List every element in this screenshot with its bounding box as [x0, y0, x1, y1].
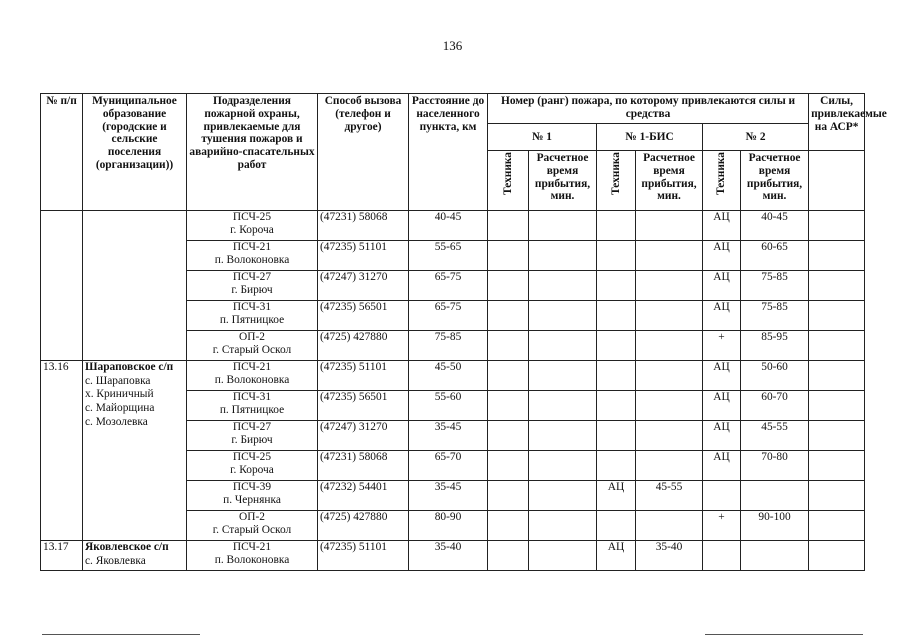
row-number-cell — [41, 211, 83, 361]
rank-2-tech-cell: АЦ — [703, 451, 741, 481]
municipality-cell — [83, 211, 187, 361]
unit-location: п. Чернянка — [223, 493, 281, 506]
rank-2-tech-cell: + — [703, 511, 741, 541]
distance-cell: 40-45 — [409, 211, 488, 241]
unit-name: ПСЧ-31 — [232, 391, 272, 403]
header-arrival-rank-1-bis: Расчетное время прибытия, мин. — [636, 151, 703, 211]
asr-cell — [809, 241, 865, 271]
call-method-cell: (4725) 427880 — [318, 331, 409, 361]
header-distance: Расстояние до населенного пункта, км — [409, 94, 488, 211]
unit-cell — [187, 271, 318, 301]
settlement-name: с. Майорщина — [85, 402, 155, 415]
unit-cell — [187, 511, 318, 541]
rank-1-tech-cell — [488, 361, 529, 391]
rank-2-tech-cell: АЦ — [703, 241, 741, 271]
rank-1-bis-time-cell — [636, 391, 703, 421]
asr-cell — [809, 481, 865, 511]
rank-1-tech-cell — [488, 271, 529, 301]
unit-name: ПСЧ-21 — [232, 361, 272, 373]
rank-1-bis-time-cell — [636, 241, 703, 271]
rank-2-time-cell: 90-100 — [741, 511, 809, 541]
page-bottom-line-left — [42, 634, 200, 635]
unit-cell — [187, 451, 318, 481]
header-rank-2: № 2 — [703, 124, 809, 151]
unit-name: ПСЧ-27 — [232, 421, 272, 433]
rank-1-bis-tech-cell — [597, 511, 636, 541]
call-method-cell: (47231) 58068 — [318, 451, 409, 481]
unit-name: ОП-2 — [239, 331, 265, 343]
rank-1-bis-tech-cell: АЦ — [597, 541, 636, 571]
asr-cell — [809, 391, 865, 421]
rank-1-tech-cell — [488, 301, 529, 331]
table-row — [41, 361, 865, 391]
rank-1-bis-time-cell: 45-55 — [636, 481, 703, 511]
rank-1-bis-tech-cell — [597, 241, 636, 271]
rank-1-time-cell — [529, 541, 597, 571]
distance-cell: 55-65 — [409, 241, 488, 271]
distance-cell: 80-90 — [409, 511, 488, 541]
rank-2-time-cell — [741, 481, 809, 511]
rank-1-bis-tech-cell: АЦ — [597, 481, 636, 511]
distance-cell: 65-75 — [409, 271, 488, 301]
header-call-method: Способ вызова (телефон и другое) — [318, 94, 409, 211]
header-tech-rank-2: Техника — [703, 151, 741, 211]
header-fire-rank: Номер (ранг) пожара, по которому привлекаются силы и средства — [488, 94, 809, 124]
unit-name: ПСЧ-25 — [232, 451, 272, 463]
rank-1-tech-cell — [488, 241, 529, 271]
rank-1-tech-cell — [488, 451, 529, 481]
distance-cell: 75-85 — [409, 331, 488, 361]
rank-2-tech-cell: АЦ — [703, 421, 741, 451]
row-number-cell: 13.17 — [41, 541, 83, 571]
rank-2-tech-cell: АЦ — [703, 361, 741, 391]
header-tech-rank-1: Техника — [488, 151, 529, 211]
row-number-cell: 13.16 — [41, 361, 83, 541]
rank-2-tech-cell: АЦ — [703, 391, 741, 421]
unit-name: ПСЧ-27 — [232, 271, 272, 283]
unit-cell — [187, 391, 318, 421]
asr-cell — [809, 421, 865, 451]
table-row — [41, 211, 865, 241]
rank-1-time-cell — [529, 451, 597, 481]
rank-1-bis-tech-cell — [597, 301, 636, 331]
call-method-cell: (47235) 56501 — [318, 301, 409, 331]
distance-cell: 35-45 — [409, 481, 488, 511]
rank-1-time-cell — [529, 301, 597, 331]
rank-1-time-cell — [529, 271, 597, 301]
rank-1-tech-cell — [488, 331, 529, 361]
rank-2-time-cell: 60-65 — [741, 241, 809, 271]
rank-1-bis-tech-cell — [597, 361, 636, 391]
distance-cell: 55-60 — [409, 391, 488, 421]
rank-2-time-cell: 75-85 — [741, 301, 809, 331]
unit-name: ПСЧ-39 — [232, 481, 272, 493]
call-method-cell: (47235) 51101 — [318, 361, 409, 391]
call-method-cell: (47232) 54401 — [318, 481, 409, 511]
municipality-cell — [83, 361, 187, 541]
distance-cell: 35-40 — [409, 541, 488, 571]
unit-cell — [187, 361, 318, 391]
municipality-cell — [83, 541, 187, 571]
asr-cell — [809, 511, 865, 541]
rank-1-bis-time-cell — [636, 421, 703, 451]
unit-cell — [187, 241, 318, 271]
unit-cell — [187, 541, 318, 571]
rank-1-time-cell — [529, 511, 597, 541]
distance-cell: 65-70 — [409, 451, 488, 481]
asr-cell — [809, 541, 865, 571]
rank-2-time-cell — [741, 541, 809, 571]
asr-cell — [809, 361, 865, 391]
rank-1-tech-cell — [488, 541, 529, 571]
unit-cell — [187, 211, 318, 241]
rank-1-bis-time-cell — [636, 451, 703, 481]
header-asr-empty — [809, 151, 865, 211]
unit-location: г. Бирюч — [231, 283, 273, 296]
rank-1-bis-time-cell — [636, 331, 703, 361]
rank-2-time-cell: 85-95 — [741, 331, 809, 361]
settlement-name: с. Мозолевка — [85, 415, 148, 428]
unit-name: ПСЧ-21 — [232, 241, 272, 253]
unit-location: г. Старый Оскол — [212, 343, 292, 356]
rank-1-bis-time-cell — [636, 271, 703, 301]
call-method-cell: (47235) 56501 — [318, 391, 409, 421]
rank-2-time-cell: 45-55 — [741, 421, 809, 451]
rank-1-time-cell — [529, 481, 597, 511]
rank-1-time-cell — [529, 421, 597, 451]
rank-1-bis-tech-cell — [597, 421, 636, 451]
rank-1-tech-cell — [488, 421, 529, 451]
call-method-cell: (4725) 427880 — [318, 511, 409, 541]
unit-name: ПСЧ-25 — [232, 211, 272, 223]
header-arrival-rank-1: Расчетное время прибытия, мин. — [529, 151, 597, 211]
rank-1-bis-time-cell: 35-40 — [636, 541, 703, 571]
unit-location: п. Волоконовка — [214, 373, 290, 386]
asr-cell — [809, 301, 865, 331]
rank-1-bis-time-cell — [636, 301, 703, 331]
rank-1-tech-cell — [488, 511, 529, 541]
table-body — [41, 211, 865, 571]
rank-1-tech-cell — [488, 211, 529, 241]
page-bottom-line-right — [705, 634, 863, 635]
unit-location: г. Короча — [230, 463, 274, 476]
rank-2-tech-cell — [703, 481, 741, 511]
distance-cell: 45-50 — [409, 361, 488, 391]
rank-2-time-cell: 75-85 — [741, 271, 809, 301]
rank-2-time-cell: 70-80 — [741, 451, 809, 481]
rank-1-bis-tech-cell — [597, 391, 636, 421]
unit-location: п. Волоконовка — [214, 553, 290, 566]
rank-2-time-cell: 50-60 — [741, 361, 809, 391]
unit-location: п. Пятницкое — [219, 313, 285, 326]
header-asr: Силы, привлекаемые на АСР* — [809, 94, 865, 151]
settlement-name: с. Шараповка — [85, 374, 151, 387]
settlement-name: с. Яковлевка — [85, 554, 146, 567]
rank-1-tech-cell — [488, 391, 529, 421]
asr-cell — [809, 211, 865, 241]
rank-2-time-cell: 40-45 — [741, 211, 809, 241]
distance-cell: 65-75 — [409, 301, 488, 331]
unit-location: г. Короча — [230, 223, 274, 236]
rank-1-bis-tech-cell — [597, 331, 636, 361]
call-method-cell: (47247) 31270 — [318, 271, 409, 301]
rank-1-bis-tech-cell — [597, 451, 636, 481]
rank-1-bis-time-cell — [636, 511, 703, 541]
unit-name: ПСЧ-31 — [232, 301, 272, 313]
header-tech-rank-1-bis: Техника — [597, 151, 636, 211]
unit-name: ПСЧ-21 — [232, 541, 272, 553]
rank-1-tech-cell — [488, 481, 529, 511]
rank-1-time-cell — [529, 211, 597, 241]
unit-location: п. Волоконовка — [214, 253, 290, 266]
rank-1-time-cell — [529, 241, 597, 271]
call-method-cell: (47231) 58068 — [318, 211, 409, 241]
header-municipality: Муниципальное образование (городские и сельские поселения (организации)) — [83, 94, 187, 211]
unit-cell — [187, 331, 318, 361]
rank-2-tech-cell: АЦ — [703, 301, 741, 331]
header-rank-1: № 1 — [488, 124, 597, 151]
header-rank-1-bis: № 1-БИС — [597, 124, 703, 151]
asr-cell — [809, 331, 865, 361]
unit-location: г. Старый Оскол — [212, 523, 292, 536]
municipality-name: Яковлевское с/п — [85, 541, 169, 553]
header-units: Подразделения пожарной охраны, привлекаемые для тушения пожаров и аварийно-спасательных работ — [187, 94, 318, 211]
header-num: № п/п — [41, 94, 83, 211]
unit-name: ОП-2 — [239, 511, 265, 523]
rank-2-time-cell: 60-70 — [741, 391, 809, 421]
municipality-name: Шараповское с/п — [85, 361, 174, 373]
unit-location: п. Пятницкое — [219, 403, 285, 416]
header-arrival-rank-2: Расчетное время прибытия, мин. — [741, 151, 809, 211]
unit-location: г. Бирюч — [231, 433, 273, 446]
rank-1-bis-time-cell — [636, 211, 703, 241]
asr-cell — [809, 271, 865, 301]
call-method-cell: (47235) 51101 — [318, 241, 409, 271]
unit-cell — [187, 421, 318, 451]
rank-1-time-cell — [529, 361, 597, 391]
rank-1-bis-tech-cell — [597, 271, 636, 301]
call-method-cell: (47247) 31270 — [318, 421, 409, 451]
rank-2-tech-cell: + — [703, 331, 741, 361]
unit-cell — [187, 301, 318, 331]
table-row — [41, 541, 865, 571]
rank-2-tech-cell: АЦ — [703, 271, 741, 301]
fire-forces-table — [40, 93, 887, 571]
rank-1-time-cell — [529, 331, 597, 361]
distance-cell: 35-45 — [409, 421, 488, 451]
rank-2-tech-cell — [703, 541, 741, 571]
rank-2-tech-cell: АЦ — [703, 211, 741, 241]
rank-1-time-cell — [529, 391, 597, 421]
unit-cell — [187, 481, 318, 511]
call-method-cell: (47235) 51101 — [318, 541, 409, 571]
rank-1-bis-time-cell — [636, 361, 703, 391]
page-number: 136 — [442, 38, 463, 53]
settlement-name: х. Криничный — [85, 388, 154, 401]
asr-cell — [809, 451, 865, 481]
rank-1-bis-tech-cell — [597, 211, 636, 241]
